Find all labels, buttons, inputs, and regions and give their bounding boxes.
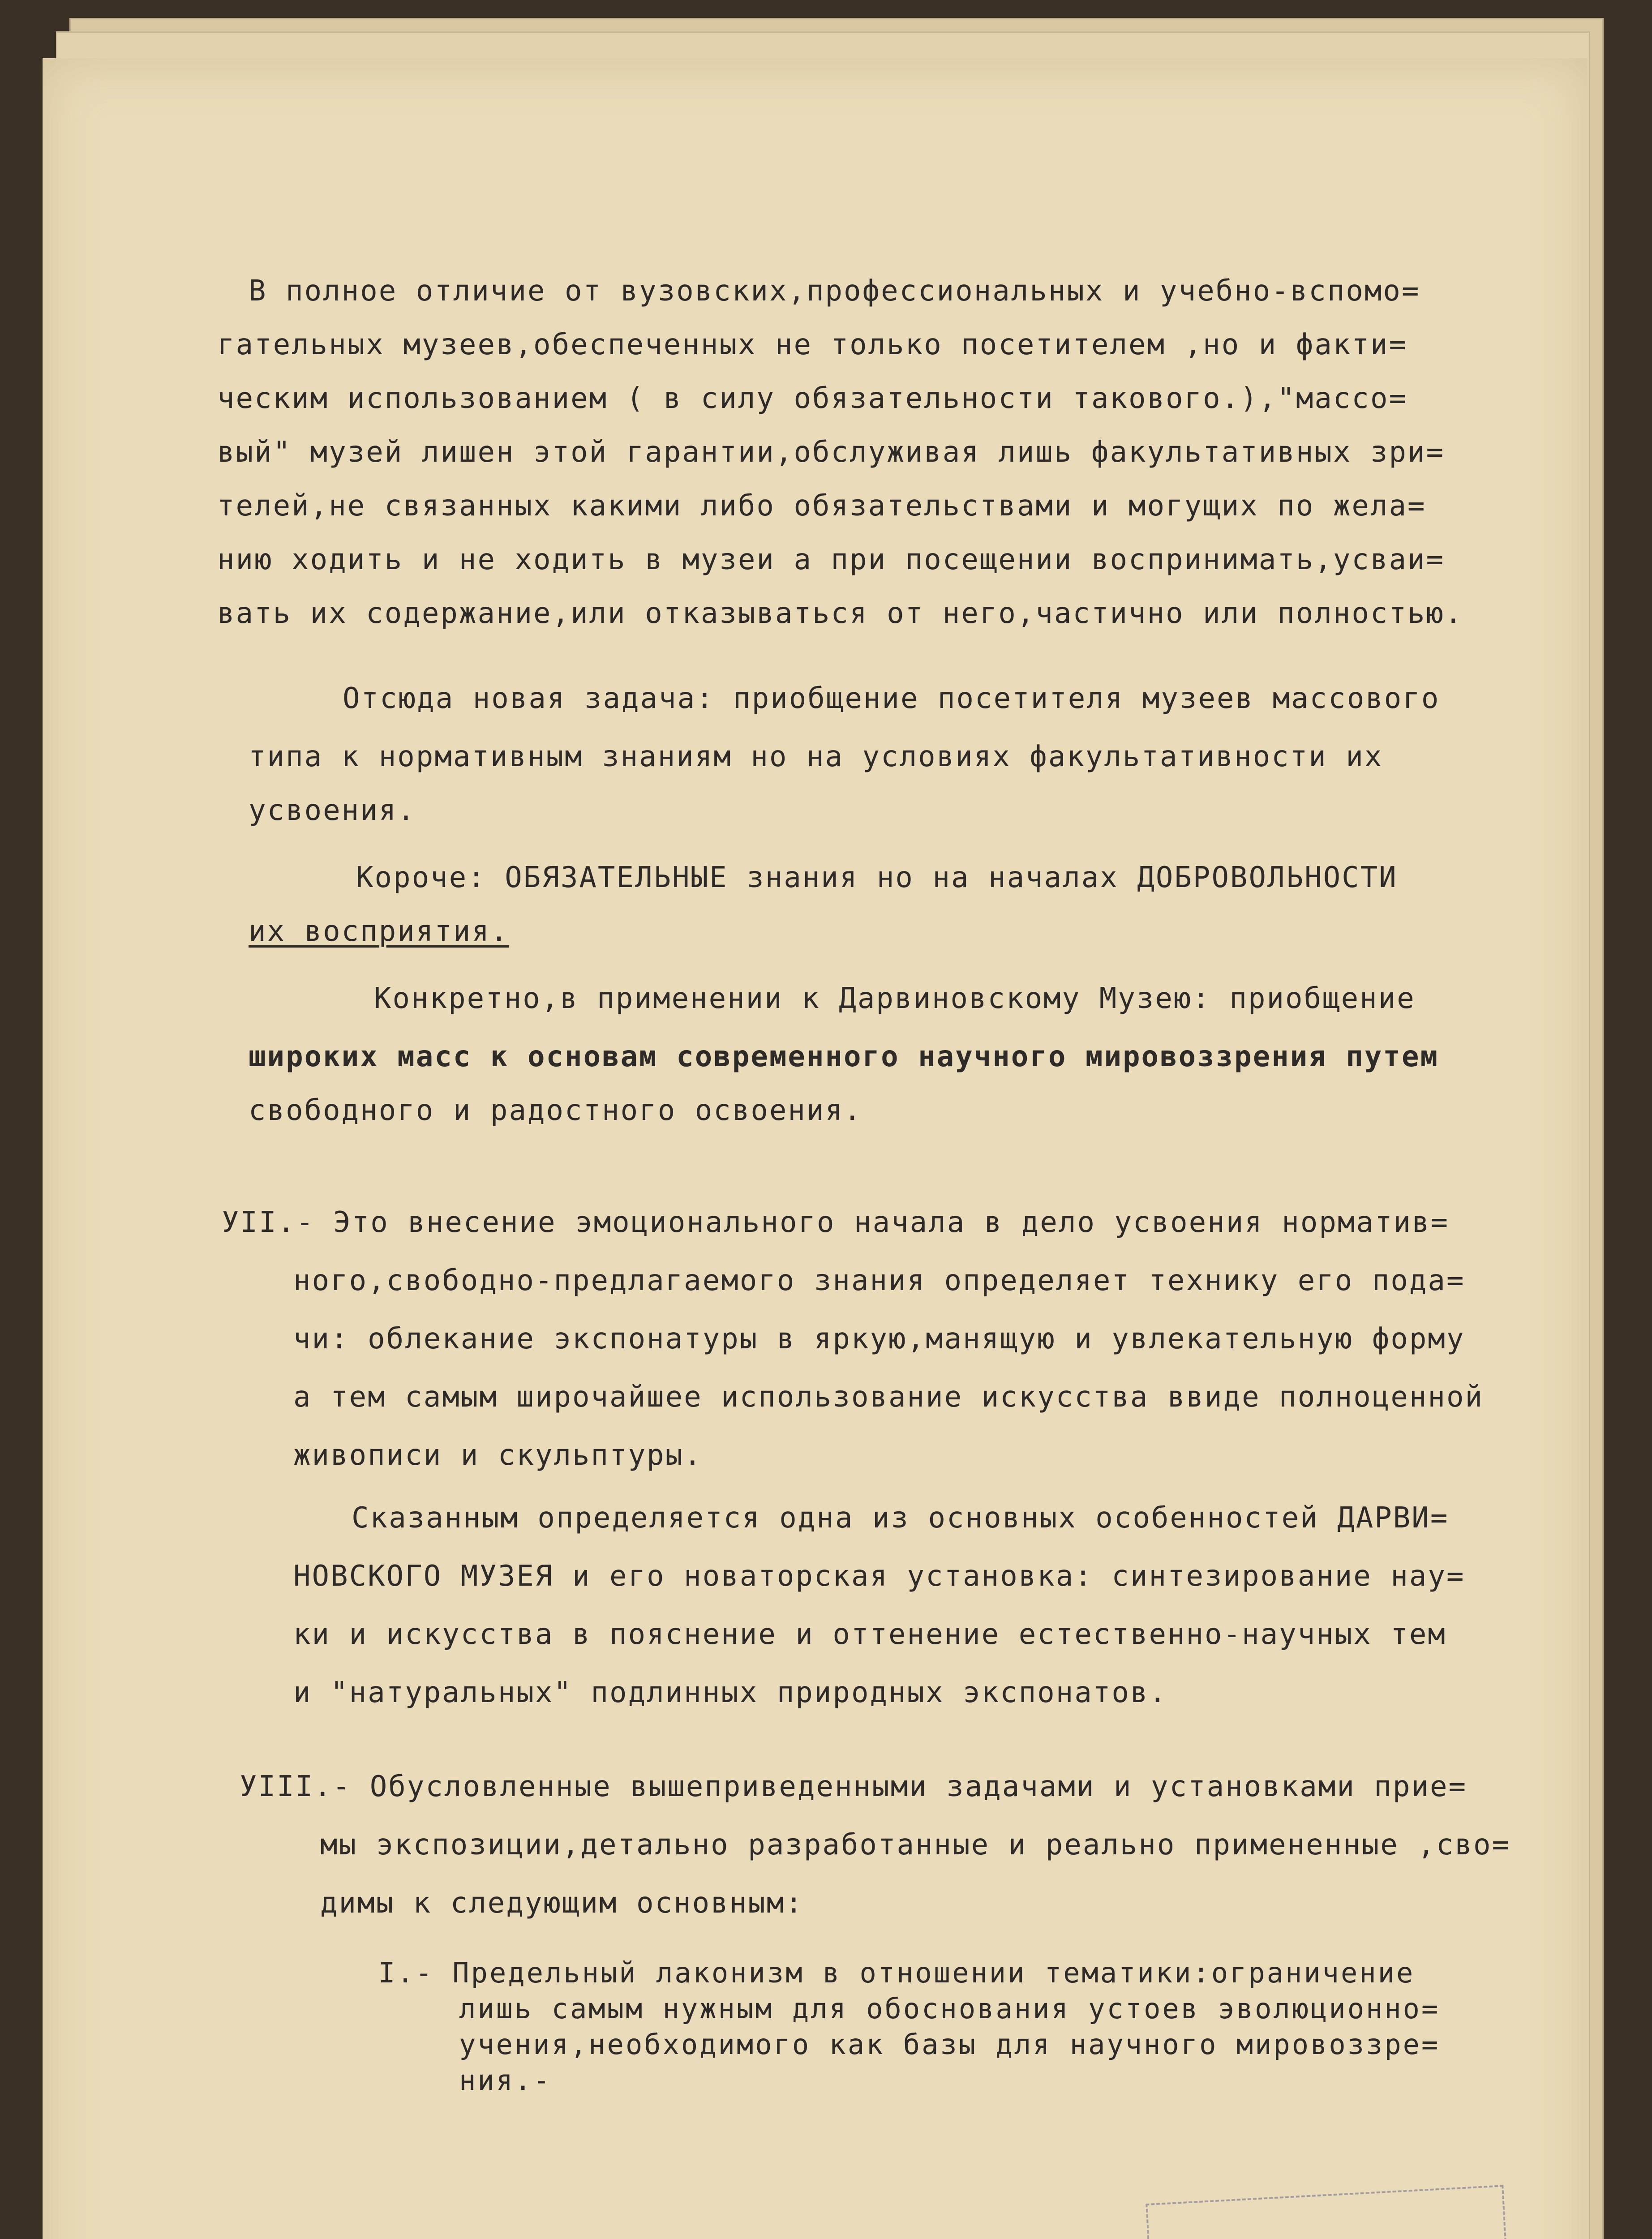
text-line: НОВСКОГО МУЗЕЯ и его новаторская установка: синтезирование нау= xyxy=(293,1560,1465,1593)
text-line: лишь самым нужным для обоснования устоев эволюционно= xyxy=(459,1992,1440,2025)
text-line: Конкретно,в применении к Дарвиновскому Музею: приобщение xyxy=(374,982,1416,1015)
page-stack xyxy=(43,18,1601,2239)
text-line: широких масс к основам современного научного мировоззрения путем xyxy=(249,1040,1439,1073)
text-line: учения,необходимого как базы для научного мировоззре= xyxy=(459,2028,1440,2061)
text-line: ческим использованием ( в силу обязательности такового.),"массо= xyxy=(217,382,1407,415)
text-line: вать их содержание,или отказываться от него,частично или полностью. xyxy=(217,597,1463,630)
text-line: мы экспозиции,детально разработанные и реально примененные ,сво= xyxy=(320,1828,1510,1862)
text-line: типа к нормативным знаниям но на условиях факультативности их xyxy=(249,740,1383,773)
text-line: ния.- xyxy=(459,2064,552,2097)
document-page xyxy=(43,58,1588,2239)
text-line: ки и искусства в пояснение и оттенение естественно-научных тем xyxy=(293,1618,1446,1651)
text-line: димы к следующим основным: xyxy=(320,1887,804,1920)
text-line: ного,свободно-предлагаемого знания определяет технику его пода= xyxy=(293,1264,1465,1297)
text-line: и "натуральных" подлинных природных экспонатов. xyxy=(293,1676,1167,1709)
text-line: а тем самым широчайшее использование искусства ввиде полноценной xyxy=(293,1381,1484,1414)
text-line: УII.- Это внесение эмоционального начала в дело усвоения норматив= xyxy=(222,1206,1450,1239)
text-line: усвоения. xyxy=(249,794,416,827)
text-line: гательных музеев,обеспеченных не только посетителем ,но и факти= xyxy=(217,328,1407,361)
text-line: нию ходить и не ходить в музеи а при посещении воспринимать,усваи= xyxy=(217,543,1445,576)
text-line: Сказанным определяется одна из основных особенностей ДАРВИ= xyxy=(352,1501,1449,1535)
text-line: I.- Предельный лаконизм в отношении тематики:ограничение xyxy=(378,1956,1415,1989)
text-line: чи: облекание экспонатуры в яркую,манящую и увлекательную форму xyxy=(293,1322,1465,1355)
text-line: их восприятия. xyxy=(249,915,509,948)
archive-stamp xyxy=(1146,2185,1510,2239)
text-line: В полное отличие от вузовских,профессиональных и учебно-вспомо= xyxy=(249,275,1420,308)
text-line: телей,не связанных какими либо обязательствами и могущих по жела= xyxy=(217,489,1426,523)
text-line: живописи и скульптуры. xyxy=(293,1439,703,1472)
text-line: свободного и радостного освоения. xyxy=(249,1094,862,1127)
text-line: Отсюда новая задача: приобщение посетителя музеев массового xyxy=(343,682,1440,715)
text-line: УIII.- Обусловленные вышеприведенными задачами и установками прие= xyxy=(240,1770,1467,1803)
text-line: Короче: ОБЯЗАТЕЛЬНЫЕ знания но на началах ДОБРОВОЛЬНОСТИ xyxy=(356,861,1398,894)
text-line: вый" музей лишен этой гарантии,обслуживая лишь факультативных зри= xyxy=(217,436,1445,469)
